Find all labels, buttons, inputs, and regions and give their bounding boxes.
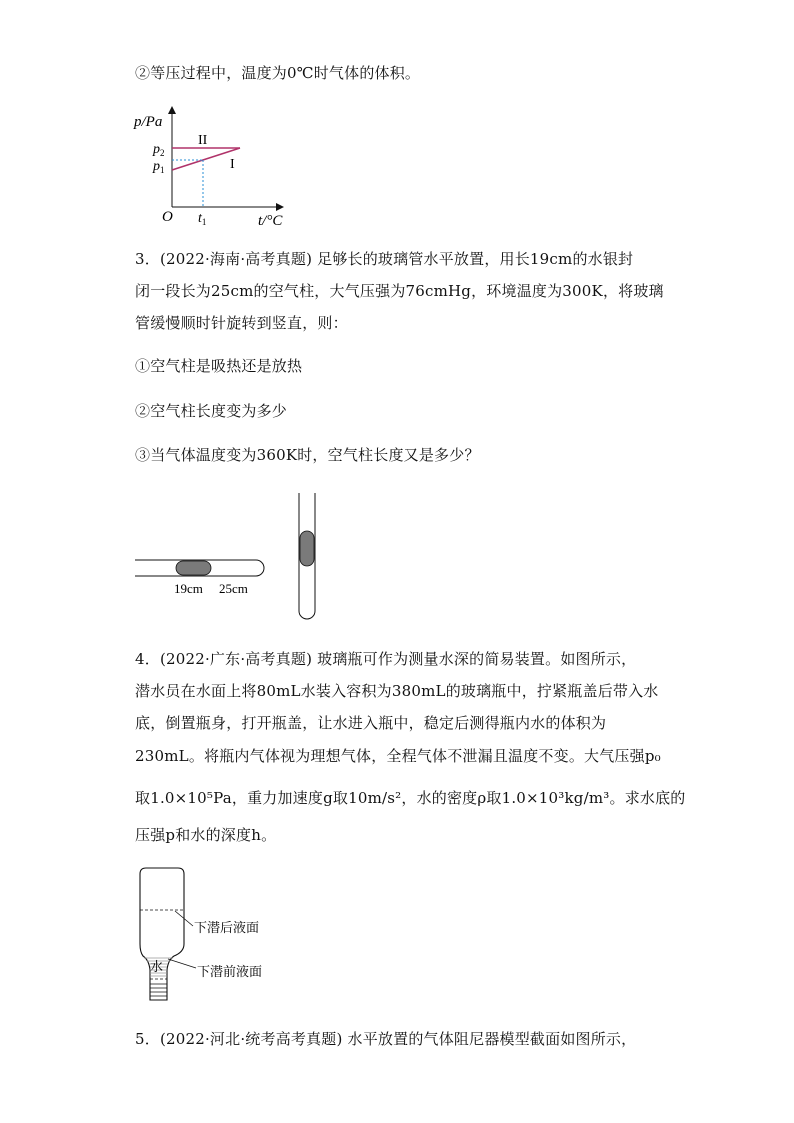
origin-label: O [162, 209, 173, 225]
q4-line2: 潜水员在水面上将80mL水装入容积为380mL的玻璃瓶中，拧紧瓶盖后带入水 [135, 682, 659, 700]
vertical-mercury [300, 531, 314, 566]
horizontal-mercury [176, 561, 211, 575]
q3-line2: 闭一段长为25cm的空气柱，大气压强为76cmHg，环境温度为300K，将玻璃 [135, 282, 664, 300]
y-axis-label: p/Pa [134, 114, 163, 130]
pressure-temperature-graph [130, 104, 300, 233]
svg-text:p1 [152, 159, 165, 175]
svg-text:p2 [152, 142, 165, 158]
q3-line3: 管缓慢顺时针旋转到竖直，则： [135, 314, 348, 332]
line-I-label: I [230, 157, 235, 172]
q3-sub3: ③当气体温度变为360K时，空气柱长度又是多少？ [135, 446, 480, 464]
bottle-figure [130, 866, 300, 1010]
air-length-label: 25cm [219, 581, 248, 596]
q4-line5: 取1.0×10⁵Pa，重力加速度g取10m/s²，水的密度ρ取1.0×10³kg/m³。求水底的 [135, 789, 686, 807]
q3-sub2: ②空气柱长度变为多少 [135, 402, 288, 420]
after-dive-label: 下潜后液面 [194, 920, 260, 935]
before-leader [168, 959, 196, 968]
q3-line1: 3．(2022·海南·高考真题) 足够长的玻璃管水平放置，用长19cm的水银封 [135, 250, 634, 268]
svg-text:t/°C [258, 213, 283, 229]
p2-label: p [153, 142, 160, 157]
glass-tube-figure [130, 487, 330, 629]
water-label: 水 [150, 959, 164, 974]
before-dive-label: 下潜前液面 [197, 964, 263, 979]
q3-sub1: ①空气柱是吸热还是放热 [135, 357, 303, 375]
mercury-length-label: 19cm [174, 581, 203, 596]
t1-sub: 1 [201, 217, 207, 227]
q4-line1: 4．(2022·广东·高考真题) 玻璃瓶可作为测量水深的简易装置。如图所示， [135, 650, 637, 668]
q4-line6: 压强p和水的深度h。 [135, 826, 277, 844]
t1-label: t [198, 211, 202, 226]
q4-line3: 底，倒置瓶身，打开瓶盖，让水进入瓶中，稳定后测得瓶内水的体积为 [135, 714, 607, 732]
bottle-outline [140, 868, 184, 1000]
p2-sub: 2 [160, 148, 165, 158]
q2-part2-text: ②等压过程中，温度为0℃时气体的体积。 [135, 64, 421, 82]
x-axis-label: t/°C [258, 213, 283, 229]
cap-hatch [150, 984, 167, 996]
line-II-label: II [198, 133, 208, 148]
p1-label: p [153, 159, 160, 174]
svg-text:t1 [198, 211, 206, 227]
svg-text:p/Pa [133, 114, 162, 130]
p1-sub: 1 [160, 165, 165, 175]
q5-line1: 5．(2022·河北·统考高考真题) 水平放置的气体阻尼器模型截面如图所示， [135, 1030, 637, 1048]
q4-line4: 230mL。将瓶内气体视为理想气体，全程气体不泄漏且温度不变。大气压强p₀ [135, 747, 661, 765]
